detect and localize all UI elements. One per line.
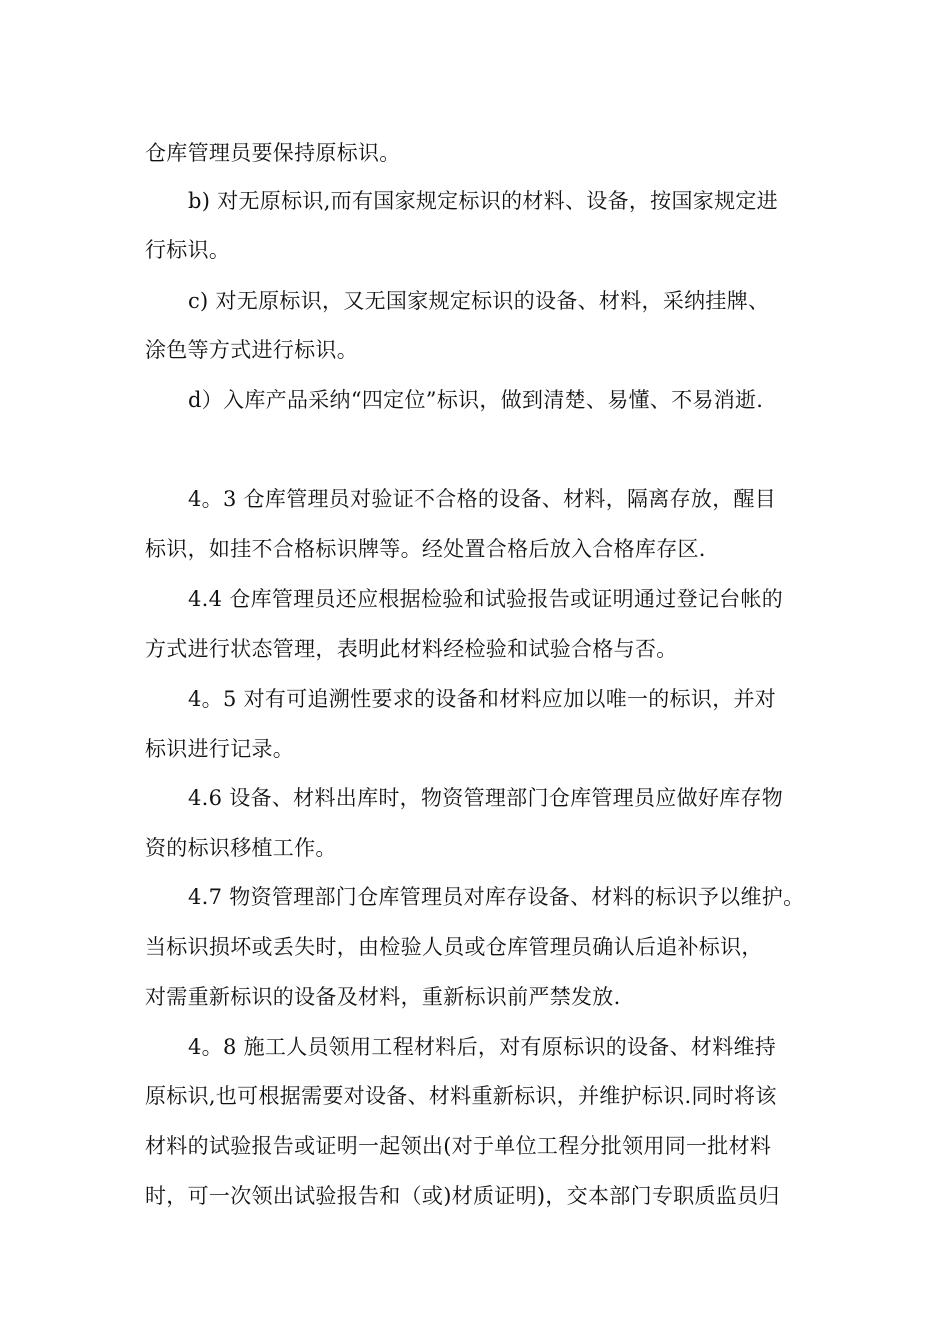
text-line-3: 行标识。 bbox=[145, 238, 231, 262]
text-line-2: b) 对无原标识,而有国家规定标识的材料、设备，按国家规定进 bbox=[188, 189, 778, 213]
text-line-19: 原标识,也可根据需要对设备、材料重新标识，并维护标识.同时将该 bbox=[145, 1084, 777, 1108]
text-line-12: 标识进行记录。 bbox=[145, 737, 295, 761]
text-line-11: 4。5 对有可追溯性要求的设备和材料应加以唯一的标识，并对 bbox=[188, 687, 777, 711]
text-line-21: 时，可一次领出试验报告和（或)材质证明)，交本部门专职质监员归 bbox=[145, 1184, 780, 1208]
text-line-9: 4.4 仓库管理员还应根据检验和试验报告或证明通过登记台帐的 bbox=[188, 587, 784, 611]
text-line-17: 对需重新标识的设备及材料，重新标识前严禁发放. bbox=[145, 985, 621, 1009]
text-line-20: 材料的试验报告或证明一起领出(对于单位工程分批领用同一批材料 bbox=[145, 1134, 772, 1158]
text-line-1: 仓库管理员要保持原标识。 bbox=[145, 141, 401, 165]
text-line-6: d）入库产品采纳“四定位”标识，做到清楚、易懂、不易消逝. bbox=[188, 388, 764, 412]
text-line-4: c) 对无原标识，又无国家规定标识的设备、材料，采纳挂牌、 bbox=[188, 289, 770, 313]
text-line-14: 资的标识移植工作。 bbox=[145, 836, 337, 860]
text-line-16: 当标识损坏或丢失时，由检验人员或仓库管理员确认后追补标识， bbox=[145, 935, 763, 959]
text-line-5: 涂色等方式进行标识。 bbox=[145, 338, 358, 362]
text-line-10: 方式进行状态管理，表明此材料经检验和试验合格与否。 bbox=[145, 637, 678, 661]
text-line-13: 4.6 设备、材料出库时，物资管理部门仓库管理员应做好库存物 bbox=[188, 786, 784, 810]
text-line-8: 标识，如挂不合格标识牌等。经处置合格后放入合格库存区. bbox=[145, 537, 706, 561]
text-line-15: 4.7 物资管理部门仓库管理员对库存设备、材料的标识予以维护。 bbox=[188, 885, 805, 909]
text-line-7: 4。3 仓库管理员对验证不合格的设备、材料，隔离存放，醒目 bbox=[188, 487, 777, 511]
text-line-18: 4。8 施工人员领用工程材料后，对有原标识的设备、材料维持 bbox=[188, 1035, 777, 1059]
